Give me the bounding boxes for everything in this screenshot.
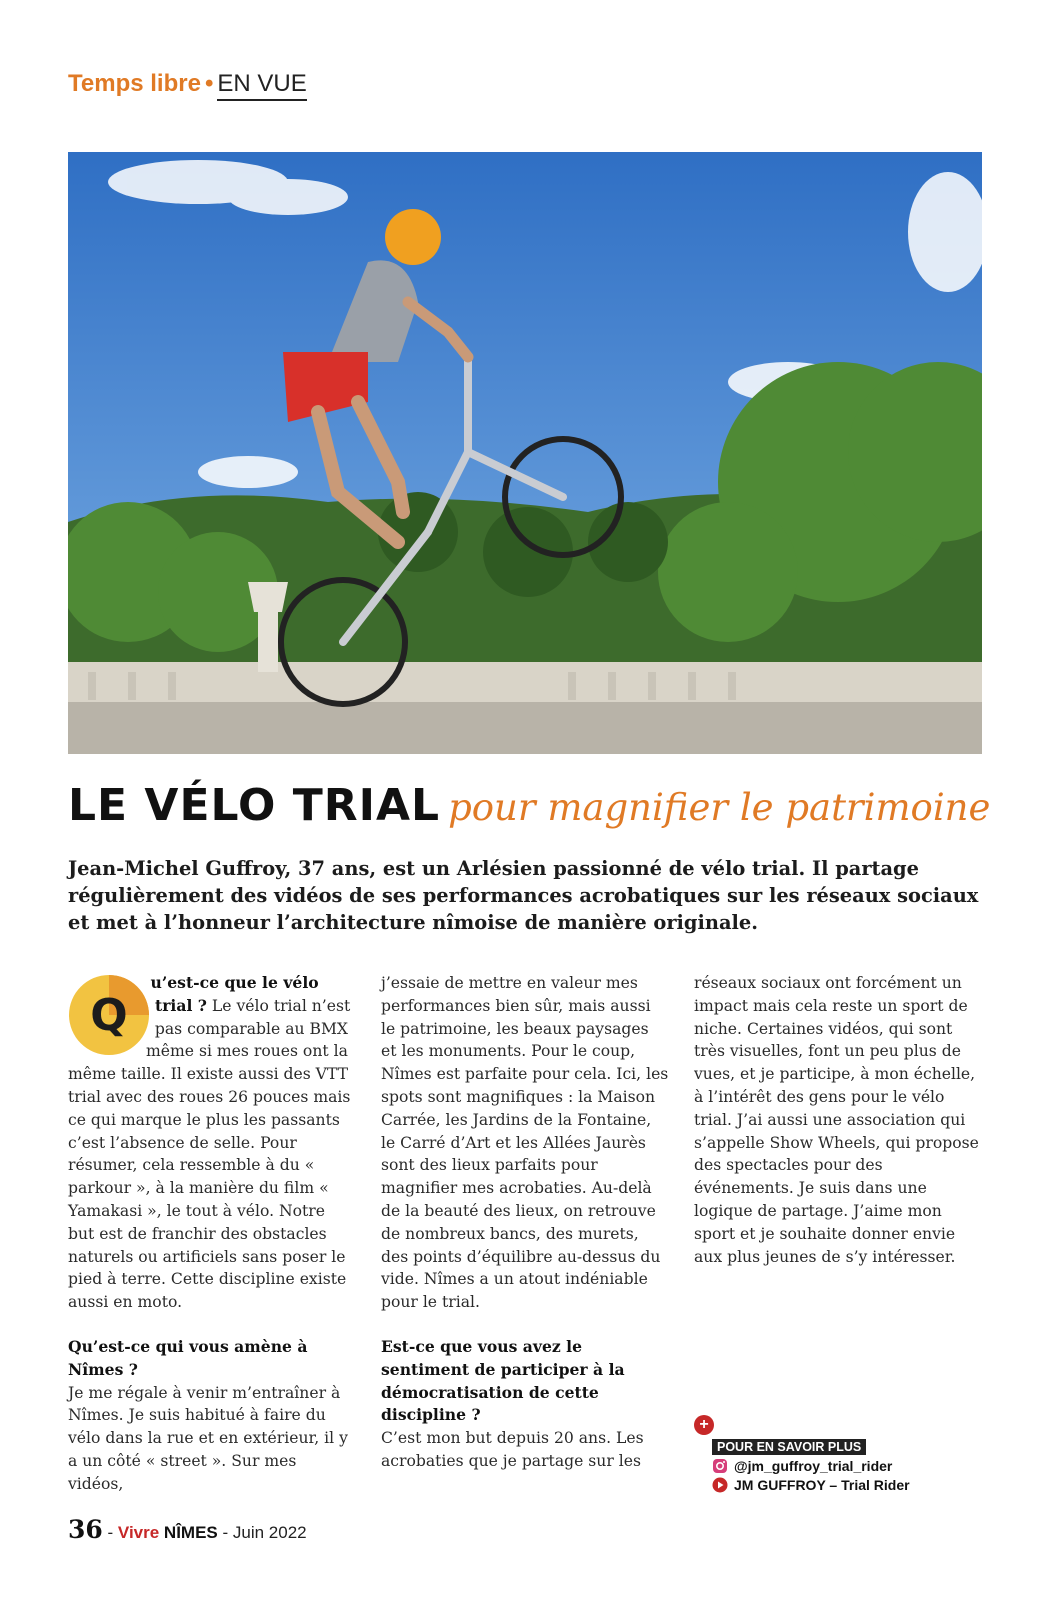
answer-1: Le vélo trial n’est pas comparable au BMX même si mes roues ont la même taille. Il existe aussi des VTT trial avec des roues 26 pouces mais ce qui marque le plus les passants c’est l’absence de selle. Pour résumer, cela ressemble à du « parkour », à la manière du film « Yamakasi », le tout à vélo. Notre but est de franchir des obstacles naturels ou artificiels sans poser le pied à terre. Cette discipline existe aussi en moto. xyxy=(68,996,351,1312)
rider-helmet xyxy=(385,209,441,265)
page-footer xyxy=(68,1515,307,1544)
dropcap-letter: Q xyxy=(90,990,128,1041)
question-3: Est-ce que vous avez le sentiment de participer à la démocratisation de cette discipline ? xyxy=(381,1336,625,1425)
issue-date: Juin 2022 xyxy=(232,1523,307,1542)
magazine-name-a: Vivre xyxy=(117,1523,160,1542)
answer-2-continued: j’essaie de mettre en valeur mes performances bien sûr, mais aussi le patrimoine, les beaux paysages et les monuments. Pour le coup, Nîmes est parfaite pour cela. Ici, les spots sont magnifiques : la Maison Carrée, les Jardins de la Fontaine, le Carré d’Art et les Allées Jaurès sont des lieux parfaits pour magnifier mes acrobaties. Au-delà de la beauté des lieux, on retrouve de nombreux bancs, des murets, des points d’équilibre au-dessus du vide. Nîmes a un atout indéniable pour le trial. xyxy=(381,974,669,1312)
answer-2: Je me régale à venir m’entraîner à Nîmes. Je suis habitué à faire du vélo dans la rue et en extérieur, il y a un côté « street ». Sur mes vidéos, xyxy=(68,1383,348,1493)
stone-ledge xyxy=(68,702,982,754)
column-1 xyxy=(68,972,356,1496)
headline xyxy=(68,780,1018,831)
balustrade xyxy=(68,662,982,702)
instagram-line[interactable] xyxy=(712,1458,910,1474)
column-2 xyxy=(381,972,669,1473)
page-number: 36 xyxy=(68,1515,103,1544)
more-info-box xyxy=(694,1415,910,1493)
headline-script: pour magnifier le patrimoine xyxy=(448,786,991,829)
instagram-icon xyxy=(712,1458,728,1474)
question-2: Qu’est-ce qui vous amène à Nîmes ? xyxy=(68,1336,308,1379)
youtube-line[interactable] xyxy=(712,1477,910,1493)
answer-3: C’est mon but depuis 20 ans. Les acrobaties que je partage sur les xyxy=(381,1429,644,1470)
column-3 xyxy=(694,972,982,1268)
footer-separator-1: - xyxy=(102,1523,118,1542)
more-info-label: POUR EN SAVOIR PLUS xyxy=(712,1439,866,1455)
answer-3-continued: réseaux sociaux ont forcément un impact mais cela reste un sport de niche. Certaines vidéos, qui sont très visuelles, font un peu plus de vues, et je participe, à mon échelle, à l’intérêt des gens pour le vélo trial. J’ai aussi une association qui s’appelle Show Wheels, qui propose des spectacles pour des événements. Je suis dans une logique de partage. J’aime mon sport et je souhaite donner envie aux plus jeunes de s’y intéresser. xyxy=(694,974,979,1266)
youtube-channel[interactable]: JM GUFFROY – Trial Rider xyxy=(734,1477,910,1493)
dropcap-q-badge xyxy=(68,974,150,1056)
hero-photo xyxy=(68,152,982,754)
instagram-handle[interactable]: @jm_guffroy_trial_rider xyxy=(734,1458,893,1474)
rubric-separator: • xyxy=(204,70,214,97)
rubric-section: EN VUE xyxy=(217,70,306,101)
lead-paragraph: Jean-Michel Guffroy, 37 ans, est un Arlésien passionné de vélo trial. Il partage régulièrement des vidéos de ses performances acrobatiques sur les réseaux sociaux et met à l’honneur l’architecture nîmoise de manière originale. xyxy=(68,857,979,934)
rubric-category: Temps libre xyxy=(68,70,201,97)
plus-icon: + xyxy=(694,1415,714,1435)
trial-rider-illustration xyxy=(68,152,982,754)
youtube-play-icon xyxy=(712,1477,728,1493)
section-rubric xyxy=(68,70,307,98)
question-1: u’est-ce que le vélo trial ? xyxy=(150,973,319,1015)
magazine-name-b: NÎMES xyxy=(163,1523,218,1542)
footer-separator-2: - xyxy=(217,1523,233,1542)
headline-main: LE VÉLO TRIAL xyxy=(68,780,441,831)
